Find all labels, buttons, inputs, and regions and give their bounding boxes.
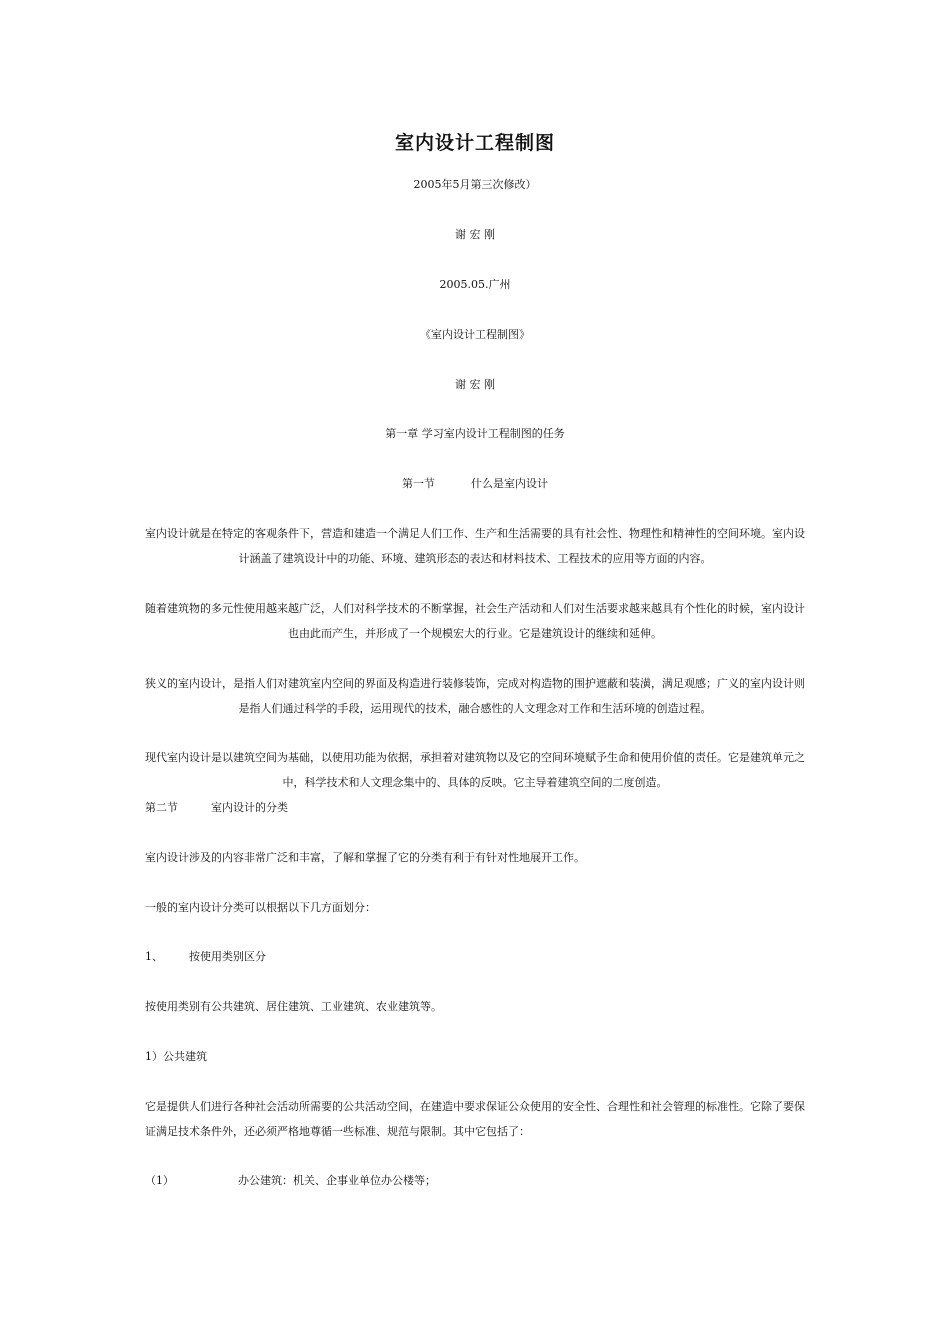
- sub-heading-public: 1）公共建筑: [145, 1050, 207, 1063]
- list-number: 1、: [145, 950, 163, 963]
- paragraph-1: 室内设计就是在特定的客观条件下，营造和建造一个满足人们工作、生产和生活需要的具有社会性、物理性和精神性的空间环境。室内设计涵盖了建筑设计中的功能、环境、建筑形态的表达和材料技术、工程技术的应用等方面的内容。: [145, 527, 805, 565]
- book-title: 《室内设计工程制图》: [420, 328, 530, 341]
- section-number: 第二节: [145, 801, 178, 814]
- chapter-heading: 第一章 学习室内设计工程制图的任务: [385, 427, 565, 440]
- list-item-1: [145, 1173, 436, 1189]
- revision-note: 2005年5月第三次修改）: [413, 178, 537, 191]
- paragraph-7: 按使用类别有公共建筑、居住建筑、工业建筑、农业建筑等。: [145, 1000, 442, 1013]
- list-text: 办公建筑：机关、企事业单位办公楼等；: [238, 1174, 436, 1187]
- author-name: 谢 宏 刚: [455, 228, 495, 241]
- list-heading-1: [145, 949, 266, 965]
- paragraph-4: 现代室内设计是以建筑空间为基础，以使用功能为依据，承担着对建筑物以及它的空间环境赋予生命和使用价值的责任。它是建筑单元之中，科学技术和人文理念集中的、具体的反映。它主导着建筑空间的二度创造。: [145, 751, 805, 789]
- paragraph-2: 随着建筑物的多元性使用越来越广泛，人们对科学技术的不断掌握，社会生产活动和人们对生活要求越来越具有个性化的时候，室内设计也由此而产生，并形成了一个规模宏大的行业。它是建筑设计的继续和延伸。: [145, 602, 805, 640]
- date-place: 2005.05.广州: [439, 278, 511, 291]
- paragraph-6: 一般的室内设计分类可以根据以下几方面划分：: [145, 901, 376, 914]
- list-number: （1）: [145, 1174, 174, 1187]
- list-title: 按使用类别区分: [189, 950, 266, 963]
- paragraph-3: 狭义的室内设计，是指人们对建筑室内空间的界面及构造进行装修装饰，完成对构造物的围护遮蔽和装潢，满足观感；广义的室内设计则是指人们通过科学的手段，运用现代的技术，融合感性的人文理念对工作和生活环境的创造过程。: [145, 677, 805, 715]
- section-number: 第一节: [402, 477, 435, 490]
- document-title: 室内设计工程制图: [394, 132, 555, 154]
- section-heading-2: [145, 800, 288, 816]
- section-title: 什么是室内设计: [471, 477, 548, 490]
- section-heading-1: [0, 476, 950, 492]
- author-name-repeat: 谢 宏 刚: [455, 378, 495, 391]
- section-title: 室内设计的分类: [211, 801, 288, 814]
- paragraph-8: 它是提供人们进行各种社会活动所需要的公共活动空间，在建造中要求保证公众使用的安全性、合理性和社会管理的标准性。它除了要保证满足技术条件外，还必须严格地尊循一些标准、规范与限制。其中它包括了：: [145, 1100, 805, 1138]
- paragraph-5: 室内设计涉及的内容非常广泛和丰富，了解和掌握了它的分类有利于有针对性地展开工作。: [145, 851, 585, 864]
